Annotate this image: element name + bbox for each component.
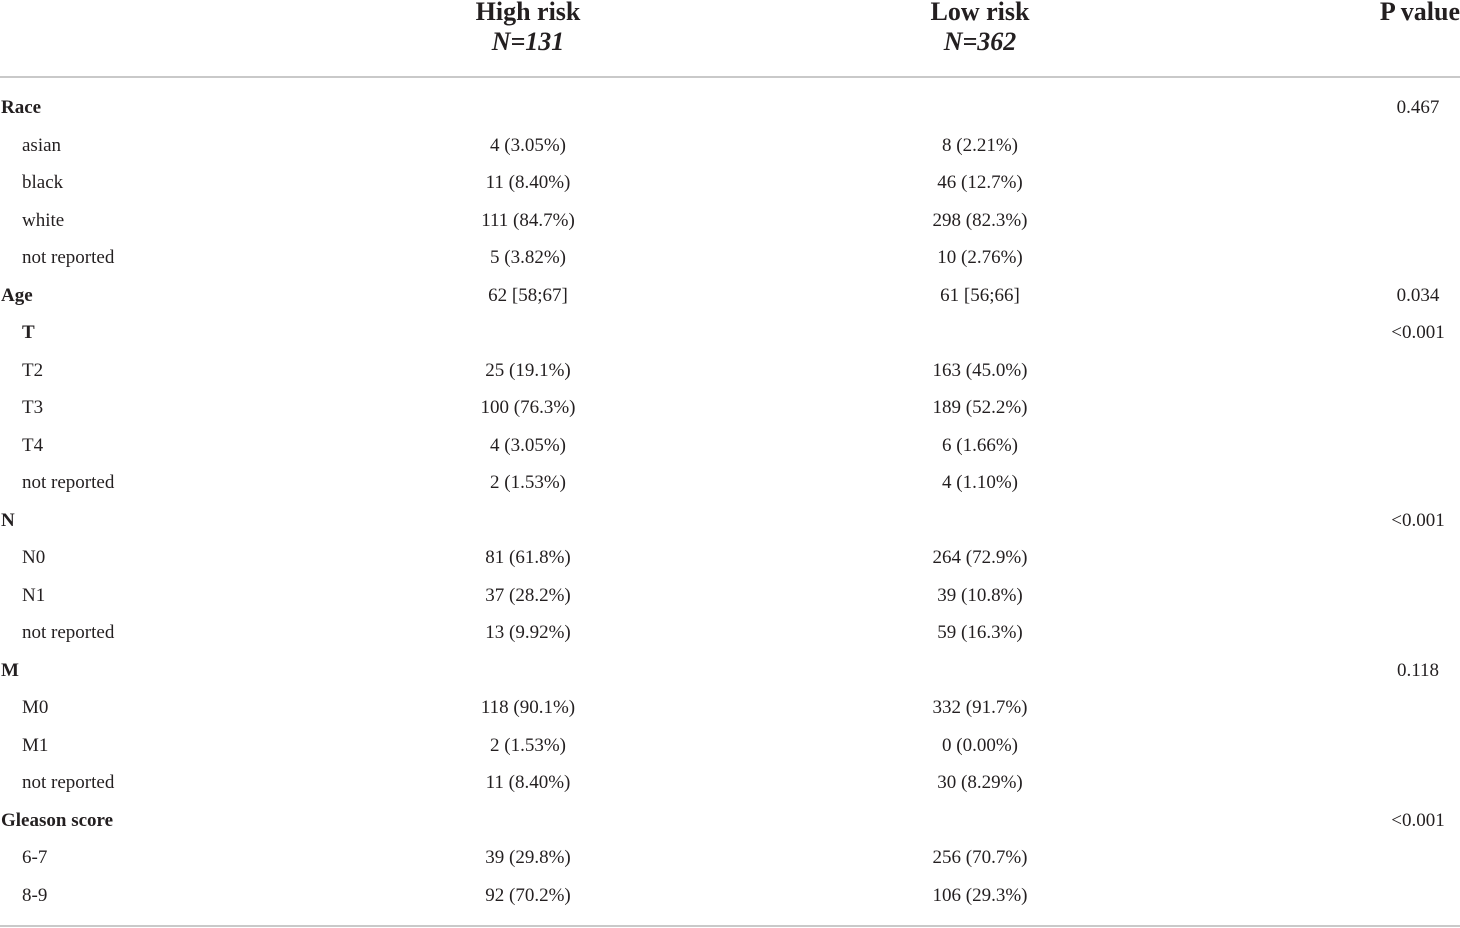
high-risk-cell: 4 (3.05%) <box>490 434 566 456</box>
row-label: T4 <box>22 434 44 456</box>
high-risk-cell: 111 (84.7%) <box>481 209 575 231</box>
row-label: N0 <box>22 547 46 568</box>
low-risk-cell: 4 (1.10%) <box>942 472 1018 493</box>
high-risk-cell: 39 (29.8%) <box>485 847 571 868</box>
table-row <box>0 577 1460 615</box>
low-risk-cell: 264 (72.9%) <box>932 547 1028 568</box>
table-row <box>0 689 1460 727</box>
table-row <box>0 539 1460 577</box>
row-label: N1 <box>22 584 46 606</box>
table-row <box>0 127 1460 165</box>
high-risk-cell: 2 (1.53%) <box>490 734 566 756</box>
low-risk-label: Low risk <box>930 0 1030 26</box>
high-risk-cell: 4 (3.05%) <box>490 134 566 156</box>
table-row <box>0 202 1460 240</box>
p-value-cell: 0.118 <box>1396 659 1440 681</box>
row-label: M1 <box>22 734 49 756</box>
low-risk-cell: 256 (70.7%) <box>932 847 1028 868</box>
low-risk-cell: 39 (10.8%) <box>937 584 1023 606</box>
table-row <box>0 502 1460 540</box>
high-risk-cell: 11 (8.40%) <box>485 772 571 793</box>
row-label: Age <box>1 284 33 306</box>
column-header-low-risk <box>880 0 1080 57</box>
high-risk-label: High risk <box>475 0 581 26</box>
row-label: M0 <box>22 697 49 718</box>
table-row <box>0 802 1460 840</box>
row-label: black <box>22 172 64 193</box>
low-risk-cell: 59 (16.3%) <box>937 622 1023 643</box>
row-label: 6-7 <box>22 847 48 868</box>
table-row <box>0 464 1460 502</box>
row-label: Race <box>1 97 42 118</box>
p-value-cell: <0.001 <box>1391 809 1445 831</box>
low-risk-cell: 46 (12.7%) <box>937 172 1023 193</box>
table-row <box>0 239 1460 277</box>
p-value-cell: 0.034 <box>1396 284 1440 306</box>
low-risk-n: N=362 <box>943 27 1017 56</box>
high-risk-cell: 2 (1.53%) <box>490 472 566 493</box>
table-row <box>0 389 1460 427</box>
row-label: Gleason score <box>1 809 114 831</box>
table-row <box>0 614 1460 652</box>
table-row <box>0 89 1460 127</box>
low-risk-cell: 163 (45.0%) <box>932 359 1028 381</box>
row-label: not reported <box>22 622 115 643</box>
low-risk-cell: 30 (8.29%) <box>937 772 1023 793</box>
table-row <box>0 727 1460 765</box>
row-label: T2 <box>22 359 44 381</box>
row-label: T <box>22 322 35 343</box>
table-row <box>0 352 1460 390</box>
high-risk-cell: 118 (90.1%) <box>480 697 576 718</box>
table-bottom-rule <box>0 925 1460 927</box>
row-label: M <box>1 659 19 681</box>
row-label: 8-9 <box>22 884 48 906</box>
high-risk-cell: 81 (61.8%) <box>485 547 571 568</box>
table-row <box>0 164 1460 202</box>
table-row <box>0 877 1460 915</box>
high-risk-n: N=131 <box>491 27 565 56</box>
high-risk-cell: 37 (28.2%) <box>485 584 571 606</box>
row-label: white <box>22 209 65 231</box>
row-label: not reported <box>22 472 115 493</box>
column-header-high-risk <box>428 0 628 57</box>
low-risk-cell: 61 [56;66] <box>940 284 1020 306</box>
row-label: T3 <box>22 397 44 418</box>
high-risk-cell: 100 (76.3%) <box>480 397 576 418</box>
p-value-cell: 0.467 <box>1396 97 1440 118</box>
row-label: not reported <box>22 247 115 268</box>
row-label: not reported <box>22 772 115 793</box>
table-row <box>0 314 1460 352</box>
table-row <box>0 427 1460 465</box>
p-value-label: P value <box>1379 0 1460 26</box>
low-risk-cell: 189 (52.2%) <box>932 397 1028 418</box>
header-divider <box>0 76 1460 78</box>
high-risk-cell: 25 (19.1%) <box>485 359 571 381</box>
low-risk-cell: 6 (1.66%) <box>942 434 1018 456</box>
column-header-p-value <box>1362 0 1460 27</box>
p-value-cell: <0.001 <box>1391 322 1445 343</box>
table-body <box>0 89 1460 914</box>
high-risk-cell: 11 (8.40%) <box>485 172 571 193</box>
low-risk-cell: 8 (2.21%) <box>942 134 1018 156</box>
low-risk-cell: 10 (2.76%) <box>937 247 1023 268</box>
low-risk-cell: 106 (29.3%) <box>932 884 1028 906</box>
high-risk-cell: 62 [58;67] <box>488 284 568 306</box>
low-risk-cell: 298 (82.3%) <box>932 209 1028 231</box>
p-value-cell: <0.001 <box>1391 509 1445 531</box>
table-row <box>0 764 1460 802</box>
high-risk-cell: 13 (9.92%) <box>485 622 571 643</box>
high-risk-cell: 92 (70.2%) <box>485 884 571 906</box>
table-row <box>0 277 1460 315</box>
high-risk-cell: 5 (3.82%) <box>490 247 566 268</box>
low-risk-cell: 332 (91.7%) <box>932 697 1028 718</box>
row-label: N <box>1 509 15 531</box>
table-row <box>0 839 1460 877</box>
low-risk-cell: 0 (0.00%) <box>942 734 1018 756</box>
row-label: asian <box>22 134 62 156</box>
table-row <box>0 652 1460 690</box>
